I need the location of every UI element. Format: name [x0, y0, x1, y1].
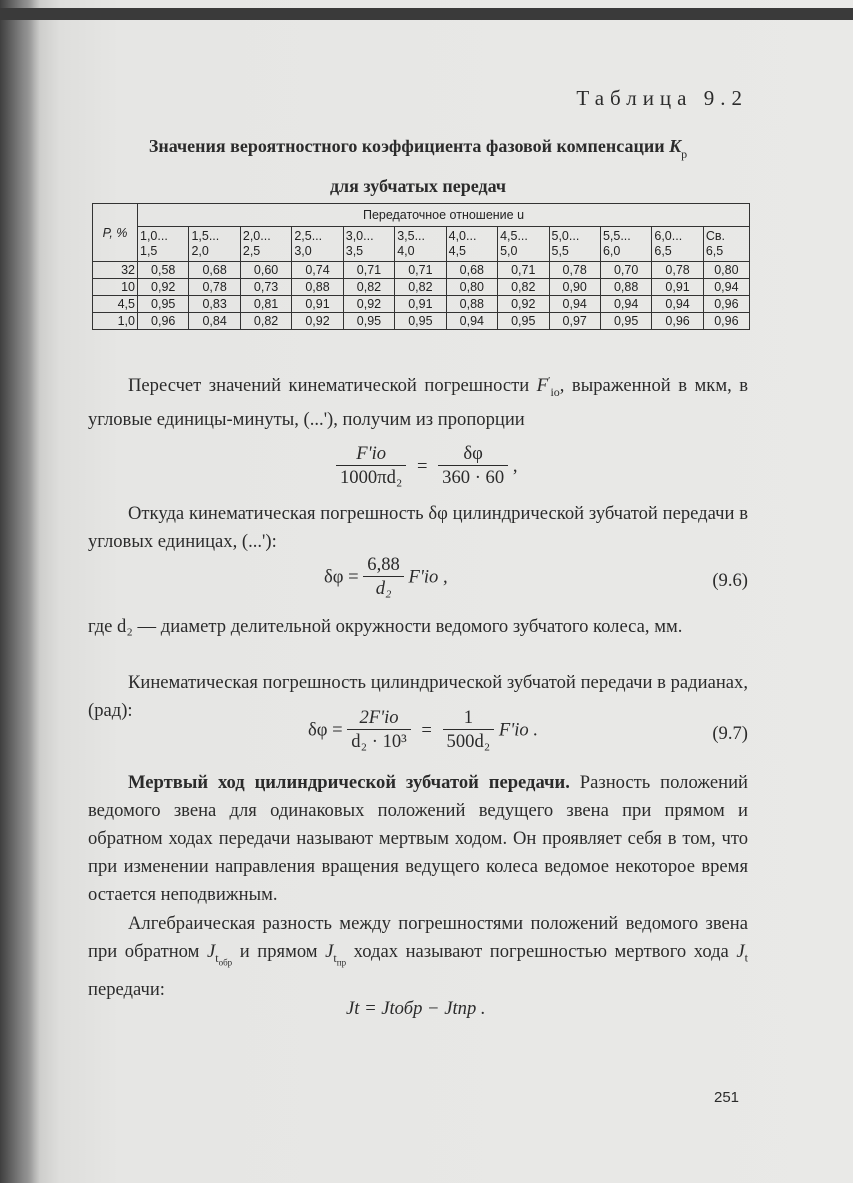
eq-prop-num-left: F'io — [356, 443, 387, 464]
range-header-6 — [446, 227, 497, 262]
table-cell: 0,94 — [652, 296, 703, 313]
table-cell: 0,92 — [292, 313, 343, 330]
para1-text-a: Пересчет значений кинематической погрешности — [128, 375, 530, 397]
range-from: 4,0... — [448, 229, 477, 243]
table-cell: 0,96 — [703, 296, 749, 313]
table-row — [93, 262, 750, 279]
range-from: 5,0... — [551, 229, 580, 243]
coefficient-table — [92, 203, 750, 330]
group-header: Передаточное отношение u — [138, 204, 750, 227]
table-cell: 0,82 — [240, 313, 291, 330]
table-cell: 0,91 — [652, 279, 703, 296]
table-cell: 0,88 — [292, 279, 343, 296]
paragraph-6: Алгебраическая разность между погрешностями положений ведомого звена при обратном $J_{t_{обр}}$ и прямом $J_{t_{пр}}$ ходах называют погрешностью мертвого хода $J_t$ передачи: — [88, 913, 748, 1001]
range-to: 2,5 — [242, 244, 261, 258]
eq97-rhs: F'io . — [498, 719, 538, 741]
table-cell: 0,94 — [600, 296, 651, 313]
table-cell: 0,96 — [652, 313, 703, 330]
para6-text-c: ходах называют погрешностью мертвого хода — [353, 941, 729, 962]
table-cell: 0,68 — [446, 262, 497, 279]
range-to: 6,5 — [705, 244, 724, 258]
paragraph-4: Кинематическая погрешность цилиндрической зубчатой передачи в радианах, (рад): — [88, 672, 748, 721]
range-header-5 — [395, 227, 446, 262]
table-cell: 0,96 — [703, 313, 749, 330]
range-to: 6,5 — [654, 244, 672, 258]
table-cell: 0,78 — [549, 262, 600, 279]
range-to: 3,5 — [345, 244, 364, 258]
table-cell: 0,80 — [703, 262, 749, 279]
table-cell: 0,91 — [292, 296, 343, 313]
table-cell: 0,94 — [446, 313, 497, 330]
table-cell: 0,71 — [395, 262, 446, 279]
eq-prop-num-right: δφ — [438, 443, 508, 466]
range-from: Св. — [705, 229, 725, 243]
table-cell: 0,92 — [343, 296, 394, 313]
eq97-den2: 500d₂ — [446, 731, 491, 752]
table-cell: 0,94 — [703, 279, 749, 296]
book-page: Таблица 9.2 Значения вероятностного коэффициента фазовой компенсации $K_p$ для зубчатых передач P, % Передаточное отношение u 1,0... 1,5 1,5... 2,0 2,0... 2,5 2,5... 3,0 3,0... 3,5 3,5... 4,0 4,0... 4,5 4,5... 5,0 5,0... 5,5 5,5... 6,0 6,0... 6,5 Св. 6,5 32 0,58 0,68 0,60 0,74 0,71 0,71 0,68 0,71 0,78 0,70 0,78 0,80 10 0,92 0,78 0,73 0,88 0,82 0,82 0,80 0,82 0,90 0,88 0,91 0,94 4,5 0,95 0,83 0,81 0,91 0,92 0,91 0,88 0,92 0,94 0,94 0,94 0,96 1,0 0,96 0,84 0,82 0,92 0,95 0,95 0,94 0,95 0,97 0,95 0,96 0,96 Пересчет значений кинематической погрешности $F'_{io}$, выраженной в мкм, в угловые единицы-минуты, (...'), получим из пропорции $\frac{F'io}{\text{1000πd₂}}$ = $\frac{\delta\varphi}{360 \cdot 60}$ , Откуда кинематическая погрешность δφ цилиндрической зубчатой передачи в угловых единицах, (...'): δφ = $\frac{6,88}{\text{d₂}}$ F'io , (9.6) где d₂ — диаметр делительной окружности ведомого зубчатого колеса, мм. Кинематическая погрешность цилиндрической зубчатой передачи в радианах, (рад): δφ = $\frac{2F'io}{\text{d₂ · 10³}}$ = $\frac{1}{\text{500d₂}}$ F'io . (9.7) Мертвый ход цилиндрической зубчатой передачи. Разность положений ведомого звена для одинаковых положений ведущего звена при прямом и обратном ходах передачи называют мертвым ходом. Он проявляет себя в том, что при изменении направления вращения ведущего колеса ведомое некоторое время остается неподвижным. Алгебраическая разность между погрешностями положений ведомого звена при обратном $J_{t_{обр}}$ и прямом $J_{t_{пр}}$ ходах называют погрешностью мертвого хода $J_t$ передачи: Jt = Jtобр − Jtпр . 251 — [0, 0, 853, 1183]
range-header-9 — [600, 227, 651, 262]
table-row — [93, 279, 750, 296]
table-cell: 0,71 — [343, 262, 394, 279]
para6-text-d: передачи: — [88, 979, 165, 1001]
table-cell: 0,74 — [292, 262, 343, 279]
table-title — [88, 130, 748, 202]
title-symbol: K — [669, 136, 682, 156]
paragraph-2: Откуда кинематическая погрешность δφ цилиндрической зубчатой передачи в угловых единицах, (...'): — [88, 503, 748, 552]
table-cell: 0,78 — [189, 279, 240, 296]
table-cell: 0,71 — [498, 262, 549, 279]
para6-text-b: и прямом — [239, 941, 318, 962]
eq97-equals: = — [421, 719, 432, 741]
paragraph-1: Пересчет значений кинематической погрешности $F'_{io}$, выраженной в мкм, в угловые единицы-минуты, (...'), получим из пропорции — [88, 375, 749, 430]
eq96-rhs: F'io , — [408, 566, 448, 588]
table-cell: 0,97 — [549, 313, 600, 330]
row-probability: 32 — [93, 262, 138, 279]
range-to: 5,5 — [551, 244, 569, 258]
table-cell: 0,92 — [138, 279, 189, 296]
eq97-fraction-1 — [347, 707, 410, 754]
para6-text-a: Алгебраическая разность между погрешностями положений ведомого звена при обратном — [88, 913, 748, 962]
table-cell: 0,58 — [138, 262, 189, 279]
value-rows — [93, 262, 750, 330]
fraction-right — [438, 443, 508, 490]
range-header-7 — [498, 227, 549, 262]
table-cell: 0,94 — [549, 296, 600, 313]
table-cell: 0,81 — [240, 296, 291, 313]
table-cell: 0,70 — [600, 262, 651, 279]
table-row — [93, 313, 750, 330]
para5-text: Разность положений ведомого звена для одинаковых положений ведущего звена при прямом и обратном ходах передачи называют мертвым ходом. Он проявляет себя в том, что при изменении направления вращения ведущего колеса ведомое некоторое время остается неподвижным. — [88, 772, 748, 905]
eq96-lhs: δφ = — [324, 566, 359, 588]
table-cell: 0,60 — [240, 262, 291, 279]
range-from: 1,0... — [140, 229, 168, 243]
range-header-2 — [240, 227, 291, 262]
table-cell: 0,83 — [189, 296, 240, 313]
table-cell: 0,95 — [498, 313, 549, 330]
equation-number-9-6: (9.6) — [712, 570, 748, 591]
eq96-fraction — [363, 554, 404, 601]
range-header-11 — [703, 227, 749, 262]
table-cell: 0,68 — [189, 262, 240, 279]
paragraph-3: где d₂ — диаметр делительной окружности ведомого зубчатого колеса, мм. — [88, 616, 683, 637]
table-cell: 0,92 — [498, 296, 549, 313]
table-cell: 0,95 — [600, 313, 651, 330]
eq96-den: d₂ — [375, 578, 392, 599]
table-cell: 0,78 — [652, 262, 703, 279]
section-heading-dead-travel: Мертвый ход цилиндрической зубчатой передачи. — [128, 772, 570, 793]
paragraph-5 — [88, 769, 748, 909]
table-cell: 0,95 — [395, 313, 446, 330]
range-from: 6,0... — [654, 229, 683, 243]
range-header-3 — [292, 227, 343, 262]
range-from: 2,5... — [294, 229, 323, 243]
table-cell: 0,91 — [395, 296, 446, 313]
para1-text-b: , выраженной в мкм, в угловые единицы-минуты, (...'), получим из пропорции — [88, 375, 749, 430]
title-line1: Значения вероятностного коэффициента фазовой компенсации — [148, 136, 665, 156]
table-cell: 0,90 — [549, 279, 600, 296]
range-header-1 — [189, 227, 240, 262]
row-probability: 1,0 — [93, 313, 138, 330]
range-to: 2,0 — [191, 244, 209, 258]
table-cell: 0,88 — [446, 296, 497, 313]
equation-number-9-7: (9.7) — [712, 723, 748, 744]
range-from: 1,5... — [191, 229, 220, 243]
table-cell: 0,82 — [395, 279, 446, 296]
range-header-row — [93, 227, 750, 262]
range-from: 2,0... — [242, 229, 271, 243]
range-to: 4,0 — [397, 244, 415, 258]
table-cell: 0,82 — [343, 279, 394, 296]
row-probability: 10 — [93, 279, 138, 296]
range-to: 1,5 — [140, 244, 158, 258]
table-cell: 0,96 — [138, 313, 189, 330]
eq-final: Jt = Jtобр − Jtпр . — [346, 998, 486, 1019]
table-row — [93, 296, 750, 313]
eq97-num1: 2F'io — [359, 707, 399, 728]
table-cell: 0,88 — [600, 279, 651, 296]
range-from: 3,5... — [397, 229, 425, 243]
range-to: 6,0 — [602, 244, 621, 258]
table-cell: 0,80 — [446, 279, 497, 296]
eq97-fraction-2 — [443, 707, 495, 754]
range-header-4 — [343, 227, 394, 262]
table-cell: 0,73 — [240, 279, 291, 296]
row-probability: 4,5 — [93, 296, 138, 313]
title-line2: для зубчатых передач — [329, 176, 507, 196]
eq96-num: 6,88 — [363, 554, 404, 577]
table-cell: 0,82 — [498, 279, 549, 296]
row-header: P, % — [93, 204, 138, 262]
title-symbol-sub: p — [681, 147, 688, 161]
eq97-lhs: δφ = — [308, 719, 343, 741]
range-from: 5,5... — [602, 229, 631, 243]
table-cell: 0,95 — [138, 296, 189, 313]
eq-prop-den-left: 1000πd₂ — [340, 467, 403, 488]
fraction-left — [336, 443, 406, 490]
range-to: 3,0 — [294, 244, 312, 258]
range-header-10 — [652, 227, 703, 262]
page-top-edge — [0, 8, 853, 20]
range-from: 3,0... — [345, 229, 374, 243]
range-to: 4,5 — [448, 244, 467, 258]
range-header-8 — [549, 227, 600, 262]
range-from: 4,5... — [500, 229, 528, 243]
eq97-num2: 1 — [443, 707, 495, 730]
symbol-fio: F — [536, 375, 549, 397]
range-header-0 — [138, 227, 189, 262]
table-label: Таблица 9.2 — [576, 86, 748, 110]
eq-prop-den-right: 360 · 60 — [442, 467, 505, 488]
range-to: 5,0 — [500, 244, 518, 258]
page-number: 251 — [714, 1089, 740, 1106]
eq-prop-tail: , — [512, 455, 518, 477]
table-cell: 0,95 — [343, 313, 394, 330]
book-spine-shadow — [0, 0, 40, 1183]
eq97-den1: d₂ · 10³ — [351, 731, 407, 752]
table-cell: 0,84 — [189, 313, 240, 330]
